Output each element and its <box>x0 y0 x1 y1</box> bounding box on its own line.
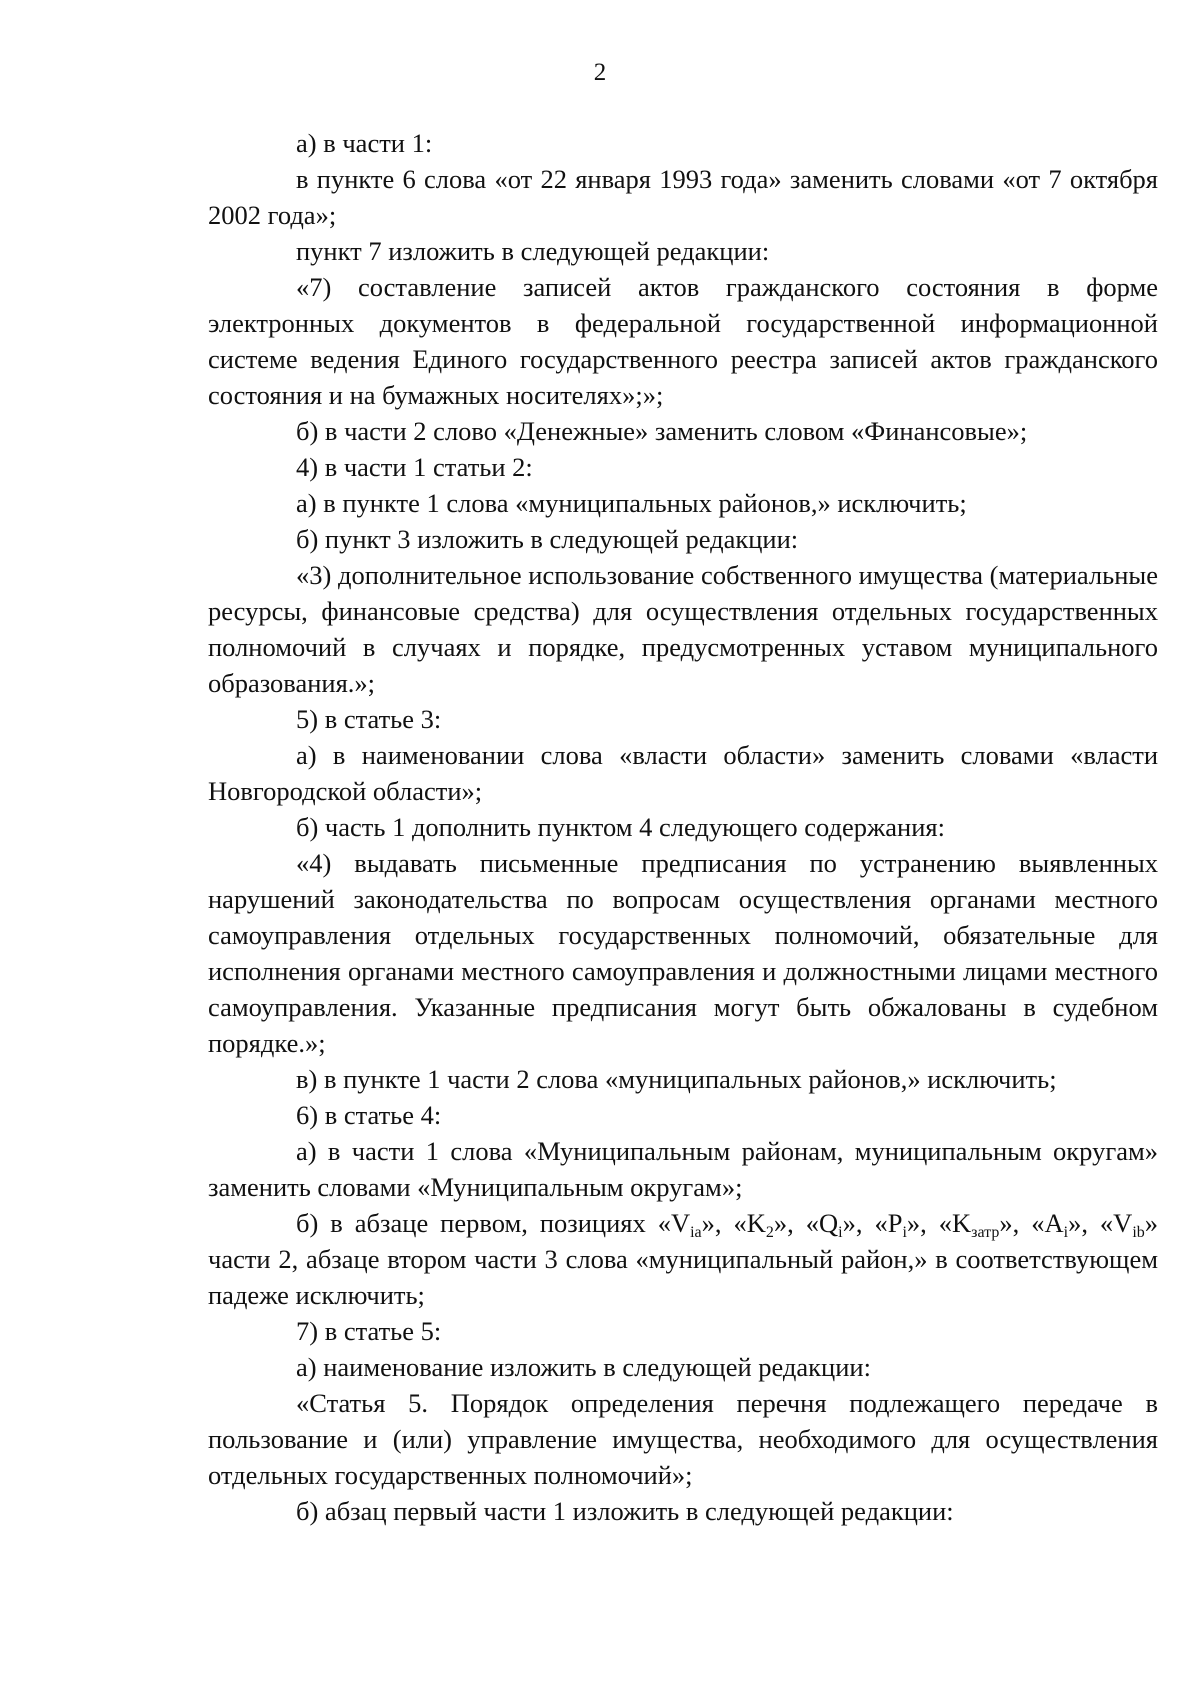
paragraph: пункт 7 изложить в следующей редакции: <box>296 236 770 266</box>
subscript-index: i <box>902 1224 907 1241</box>
subscript-index: 2 <box>765 1224 774 1241</box>
subscript-index: i <box>1063 1224 1069 1241</box>
paragraph: а) в части 1 слова «Муниципальным районам, муниципальным округам» заменить словами «Муниципальным округам»; <box>208 1136 1158 1202</box>
paragraph <box>208 1205 1158 1313</box>
paragraph: б) пункт 3 изложить в следующей редакции: <box>296 524 799 554</box>
paragraph: б) часть 1 дополнить пунктом 4 следующего содержания: <box>296 812 945 842</box>
paragraph: б) в части 2 слово «Денежные» заменить словом «Финансовые»; <box>296 416 1028 446</box>
paragraph: а) в наименовании слова «власти области» заменить словами «власти Новгородской области»; <box>208 740 1158 806</box>
paragraph: «7) составление записей актов гражданского состояния в форме электронных документов в федеральной государственной информационной системе ведения Единого государственного реестра записей актов гражданского состояния и на бумажных носителях»;»; <box>208 272 1158 410</box>
subscript-index: i <box>838 1224 843 1241</box>
paragraph-text-run: », «P <box>842 1208 903 1238</box>
paragraph: а) наименование изложить в следующей редакции: <box>296 1352 871 1382</box>
paragraph: «3) дополнительное использование собственного имущества (материальные ресурсы, финансовые средства) для осуществления отдельных государственных полномочий в случаях и порядке, предусмотренных уставом муниципального образования.»; <box>208 560 1158 698</box>
subscript-index: затр <box>971 1224 1000 1241</box>
subscript-index: ib <box>1132 1224 1145 1241</box>
paragraph: в пункте 6 слова «от 22 января 1993 года» заменить словами «от 7 октября 2002 года»; <box>208 164 1158 230</box>
paragraph: 4) в части 1 статьи 2: <box>296 452 533 482</box>
paragraph: 5) в статье 3: <box>296 704 442 734</box>
paragraph-text-run: » части 2, абзаце втором части 3 слова «муниципальный район,» в соответствующем падеже исключить; <box>208 1208 1159 1310</box>
document-body <box>208 125 1158 1529</box>
paragraph: 6) в статье 4: <box>296 1100 442 1130</box>
paragraph-text-run: », «Q <box>773 1208 839 1238</box>
paragraph-text-run: », «V <box>1068 1208 1133 1238</box>
paragraph-text-run: », «K <box>701 1208 766 1238</box>
paragraph-text-run: », «A <box>999 1208 1064 1238</box>
paragraph: а) в части 1: <box>296 128 433 158</box>
page-number: 2 <box>593 59 607 86</box>
paragraph-text-run: б) в абзаце первом, позициях «V <box>296 1208 691 1238</box>
paragraph-text-run: », «K <box>906 1208 972 1238</box>
paragraph: в) в пункте 1 части 2 слова «муниципальных районов,» исключить; <box>296 1064 1057 1094</box>
paragraph: «4) выдавать письменные предписания по устранению выявленных нарушений законодательства по вопросам осуществления органами местного самоуправления отдельных государственных полномочий, обязательные для исполнения органами местного самоуправления и должностными лицами местного самоуправления. Указанные предписания могут быть обжалованы в судебном порядке.»; <box>208 848 1158 1058</box>
paragraph: б) абзац первый части 1 изложить в следующей редакции: <box>296 1496 954 1526</box>
subscript-index: ia <box>690 1224 702 1241</box>
paragraph: 7) в статье 5: <box>296 1316 442 1346</box>
paragraph: а) в пункте 1 слова «муниципальных районов,» исключить; <box>296 488 967 518</box>
paragraph: «Статья 5. Порядок определения перечня подлежащего передаче в пользование и (или) управление имущества, необходимого для осуществления отдельных государственных полномочий»; <box>208 1388 1158 1490</box>
